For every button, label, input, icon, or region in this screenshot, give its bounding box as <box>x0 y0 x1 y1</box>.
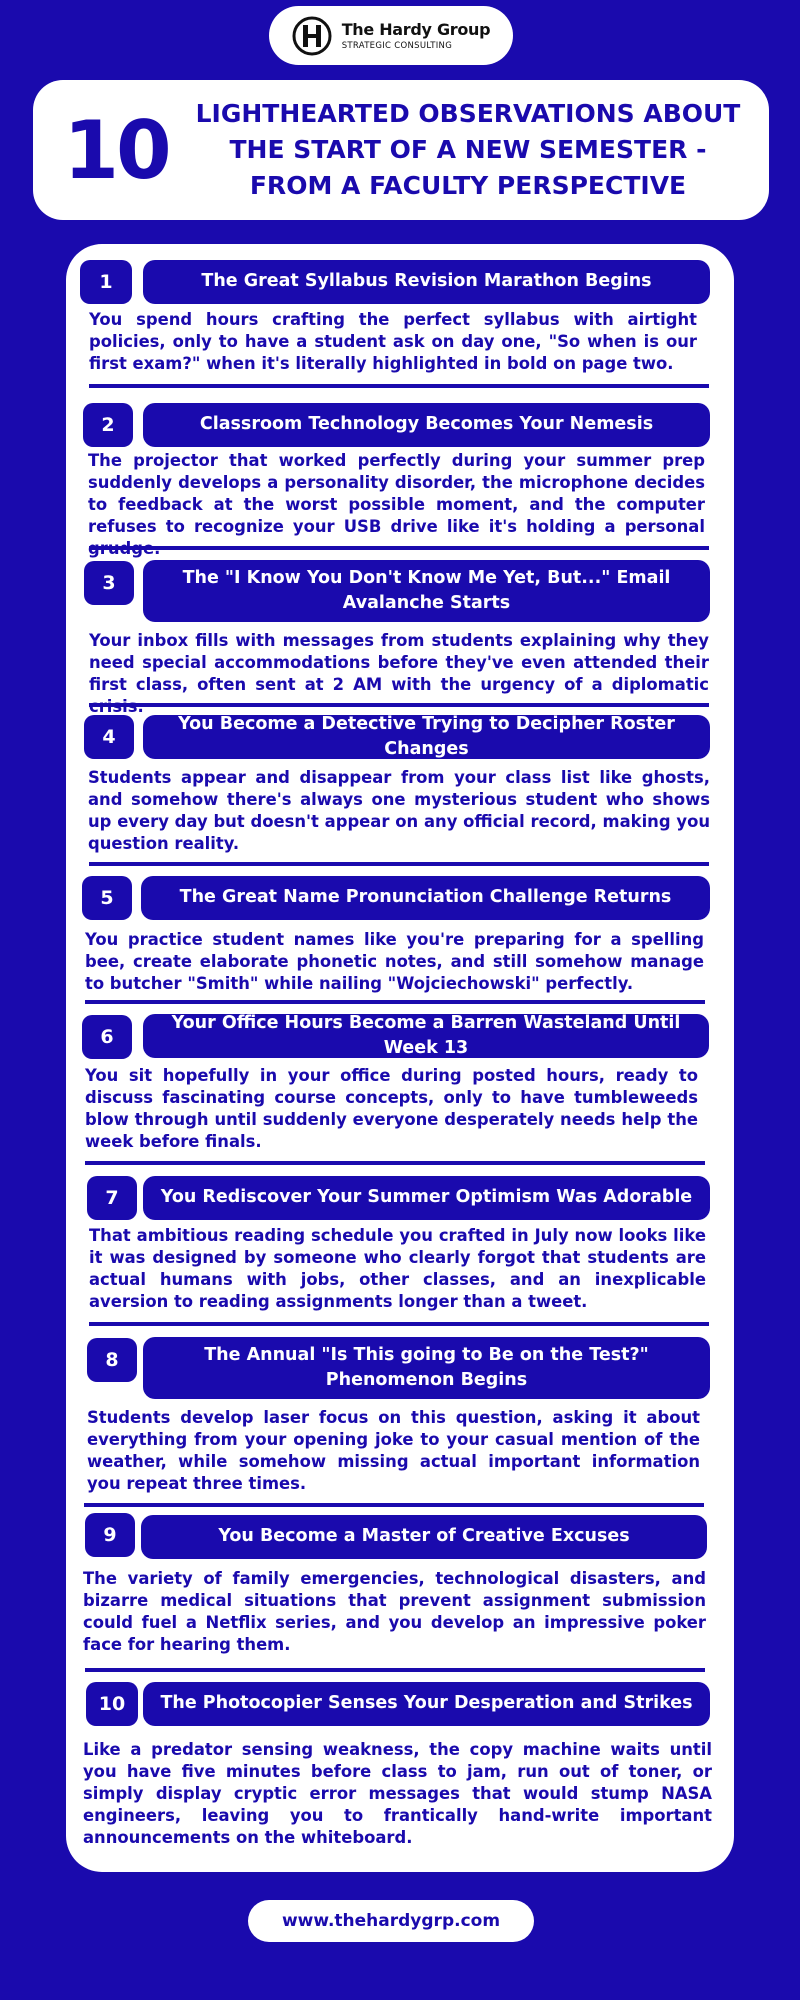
hardy-logo-icon <box>292 16 332 56</box>
item-divider <box>84 1503 704 1507</box>
item-number-badge: 3 <box>84 561 134 605</box>
item-heading: Your Office Hours Become a Barren Wasteland Until Week 13 <box>143 1014 709 1058</box>
item-heading: The "I Know You Don't Know Me Yet, But..." Email Avalanche Starts <box>143 560 710 622</box>
item-heading: The Annual "Is This going to Be on the Test?" Phenomenon Begins <box>143 1337 710 1399</box>
item-body: That ambitious reading schedule you crafted in July now looks like it was designed by someone who clearly forgot that students are actual humans with jobs, other classes, and an inexplicable aversion to reading assignments longer than a tweet. <box>89 1226 706 1311</box>
item-number-badge: 5 <box>82 876 132 920</box>
item-divider <box>85 1161 705 1165</box>
brand-name: The Hardy Group <box>341 20 491 39</box>
item-number-badge: 7 <box>87 1176 137 1220</box>
item-number-badge: 1 <box>80 260 132 304</box>
item-divider <box>89 546 709 550</box>
page-title: LIGHTHEARTED OBSERVATIONS ABOUT THE START OF A NEW SEMESTER - FROM A FACULTY PERSPECTIVE <box>195 98 741 201</box>
item-body: Like a predator sensing weakness, the copy machine waits until you have five minutes before class to jam, run out of toner, or simply display cryptic error messages that would stump NASA engineers, leaving you to frantically hand-write important announcements on the whiteboard. <box>83 1740 712 1847</box>
item-body: Students appear and disappear from your class list like ghosts, and somehow there's always one mysterious student who shows up every day but doesn't appear on any official record, making you question reality. <box>88 768 710 853</box>
item-heading: You Become a Detective Trying to Decipher Roster Changes <box>143 715 710 759</box>
item-number-badge: 4 <box>84 715 134 759</box>
item-divider <box>85 1000 705 1004</box>
website-link[interactable]: www.thehardygrp.com <box>248 1900 534 1942</box>
item-number-badge: 6 <box>82 1015 132 1059</box>
item-number-badge: 8 <box>87 1338 137 1382</box>
item-number-badge: 2 <box>83 403 133 447</box>
item-body: The projector that worked perfectly during your summer prep suddenly develops a personality disorder, the microphone decides to feedback at the worst possible moment, and the computer refuses to recognize your USB drive like it's holding a personal <box>88 451 705 536</box>
item-divider <box>89 384 709 388</box>
item-body: Your inbox fills with messages from students explaining why they need special accommodations before they've even attended their first class, often sent at 2 AM with the urgency of a diplomatic <box>89 631 709 694</box>
item-divider <box>89 703 709 707</box>
item-body: You practice student names like you're preparing for a spelling bee, create elaborate phonetic notes, and still somehow manage to butcher "Smith" while nailing "Wojciechowski" perfectly. <box>85 930 704 993</box>
item-heading: The Photocopier Senses Your Desperation and Strikes <box>143 1682 710 1726</box>
item-heading: The Great Name Pronunciation Challenge Returns <box>141 876 710 920</box>
item-heading: The Great Syllabus Revision Marathon Begins <box>143 260 710 304</box>
title-number: 10 <box>63 103 169 197</box>
brand-tagline: STRATEGIC CONSULTING <box>341 41 453 51</box>
item-body: You sit hopefully in your office during posted hours, ready to discuss fascinating course concepts, only to have tumbleweeds blow through until suddenly everyone desperately needs help the week before finals. <box>85 1066 698 1151</box>
item-body: Students develop laser focus on this question, asking it about everything from your opening joke to your casual mention of the weather, while somehow missing actual important information you repeat three times. <box>87 1408 700 1493</box>
item-number-badge: 10 <box>86 1682 138 1726</box>
item-body: You spend hours crafting the perfect syllabus with airtight policies, only to have a student ask on day one, "So when is our first exam?" when it's literally highlighted in bold on page two. <box>89 310 697 373</box>
item-heading: You Rediscover Your Summer Optimism Was Adorable <box>143 1176 710 1220</box>
item-divider <box>89 1322 709 1326</box>
item-body: The variety of family emergencies, technological disasters, and bizarre medical situations that prevent assignment submission could fuel a Netflix series, and you develop an impressive poker face for hearing them. <box>83 1569 706 1654</box>
item-heading: Classroom Technology Becomes Your Nemesis <box>143 403 710 447</box>
item-divider <box>89 862 709 866</box>
brand-logo <box>269 6 513 65</box>
item-heading: You Become a Master of Creative Excuses <box>141 1515 707 1559</box>
item-number-badge: 9 <box>85 1513 135 1557</box>
item-divider <box>85 1668 705 1672</box>
title-card <box>33 80 769 220</box>
